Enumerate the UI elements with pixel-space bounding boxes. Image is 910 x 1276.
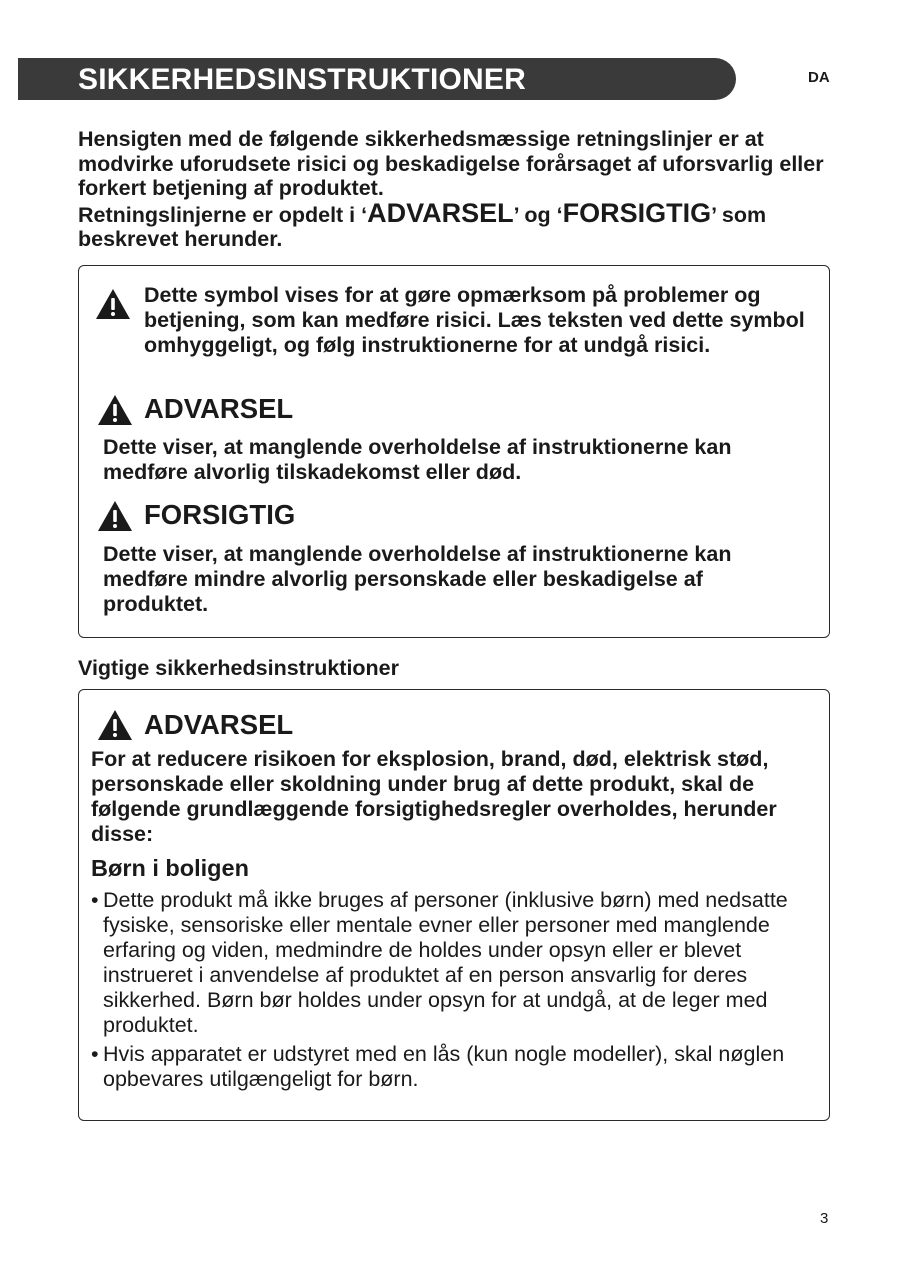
header-bar (18, 58, 736, 100)
caution-heading: FORSIGTIG (144, 499, 296, 530)
warning-heading: ADVARSEL (144, 709, 294, 740)
intro-division-line: Retningslinjerne er opdelt i ‘ADVARSEL’ og ‘FORSIGTIG’ som beskrevet herunder. (78, 197, 767, 251)
bullet-list (91, 888, 821, 1096)
caution-triangle-icon (97, 500, 133, 532)
legend-box (78, 265, 830, 638)
section-title: Vigtige sikkerhedsinstruktioner (78, 656, 400, 680)
symbol-explanation: Dette symbol vises for at gøre opmærksom på problemer og betjening, som kan medføre risici. Læs teksten ved dette symbol omhyggeligt, og følg instruktionerne for at undgå risici. (144, 283, 805, 357)
children-subheading: Børn i boligen (91, 855, 249, 881)
warning-triangle-icon (95, 288, 131, 320)
warning-description: Dette viser, at manglende overholdelse af instruktionerne kan medføre alvorlig tilskadekomst eller død. (103, 435, 732, 484)
list-item: • Dette produkt må ikke bruges af personer (inklusive børn) med nedsatte fysiske, sensoriske eller mentale evner eller personer med manglende erfaring og viden, medmindre de holdes under opsyn eller er blevet instrueret i anvendelse af produktet af en person ansvarlig for deres sikkerhed. Børn bør holdes under opsyn for at undgå, at de leger med produktet. (91, 888, 788, 1037)
warning-heading: ADVARSEL (144, 393, 294, 424)
language-code: DA (808, 69, 830, 86)
warning-description: For at reducere risikoen for eksplosion, brand, død, elektrisk stød, personskade eller skoldning under brug af dette produkt, skal de følgende grundlæggende forsigtighedsregler overholdes, herunder disse: (91, 747, 777, 846)
page-title: SIKKERHEDSINSTRUKTIONER (78, 63, 526, 96)
page-number: 3 (820, 1210, 829, 1227)
warning-triangle-icon (97, 709, 133, 741)
intro-paragraph: Hensigten med de følgende sikkerhedsmæssige retningslinjer er at modvirke uforudsete risici og beskadigelse forårsaget af uforsvarlig eller forkert betjening af produktet. (78, 127, 824, 200)
bullet-dot: • (91, 888, 99, 912)
intro-text (78, 127, 838, 252)
caution-description: Dette viser, at manglende overholdelse af instruktionerne kan medføre mindre alvorlig personskade eller beskadigelse af produktet. (103, 542, 732, 616)
important-instructions-box (78, 689, 830, 1121)
intro-warning-word: ADVARSEL (367, 197, 514, 228)
bullet-dot: • (91, 1042, 99, 1066)
warning-triangle-icon (97, 394, 133, 426)
list-item: • Hvis apparatet er udstyret med en lås (kun nogle modeller), skal nøglen opbevares utilgængeligt for børn. (91, 1042, 785, 1091)
intro-caution-word: FORSIGTIG (562, 197, 712, 228)
